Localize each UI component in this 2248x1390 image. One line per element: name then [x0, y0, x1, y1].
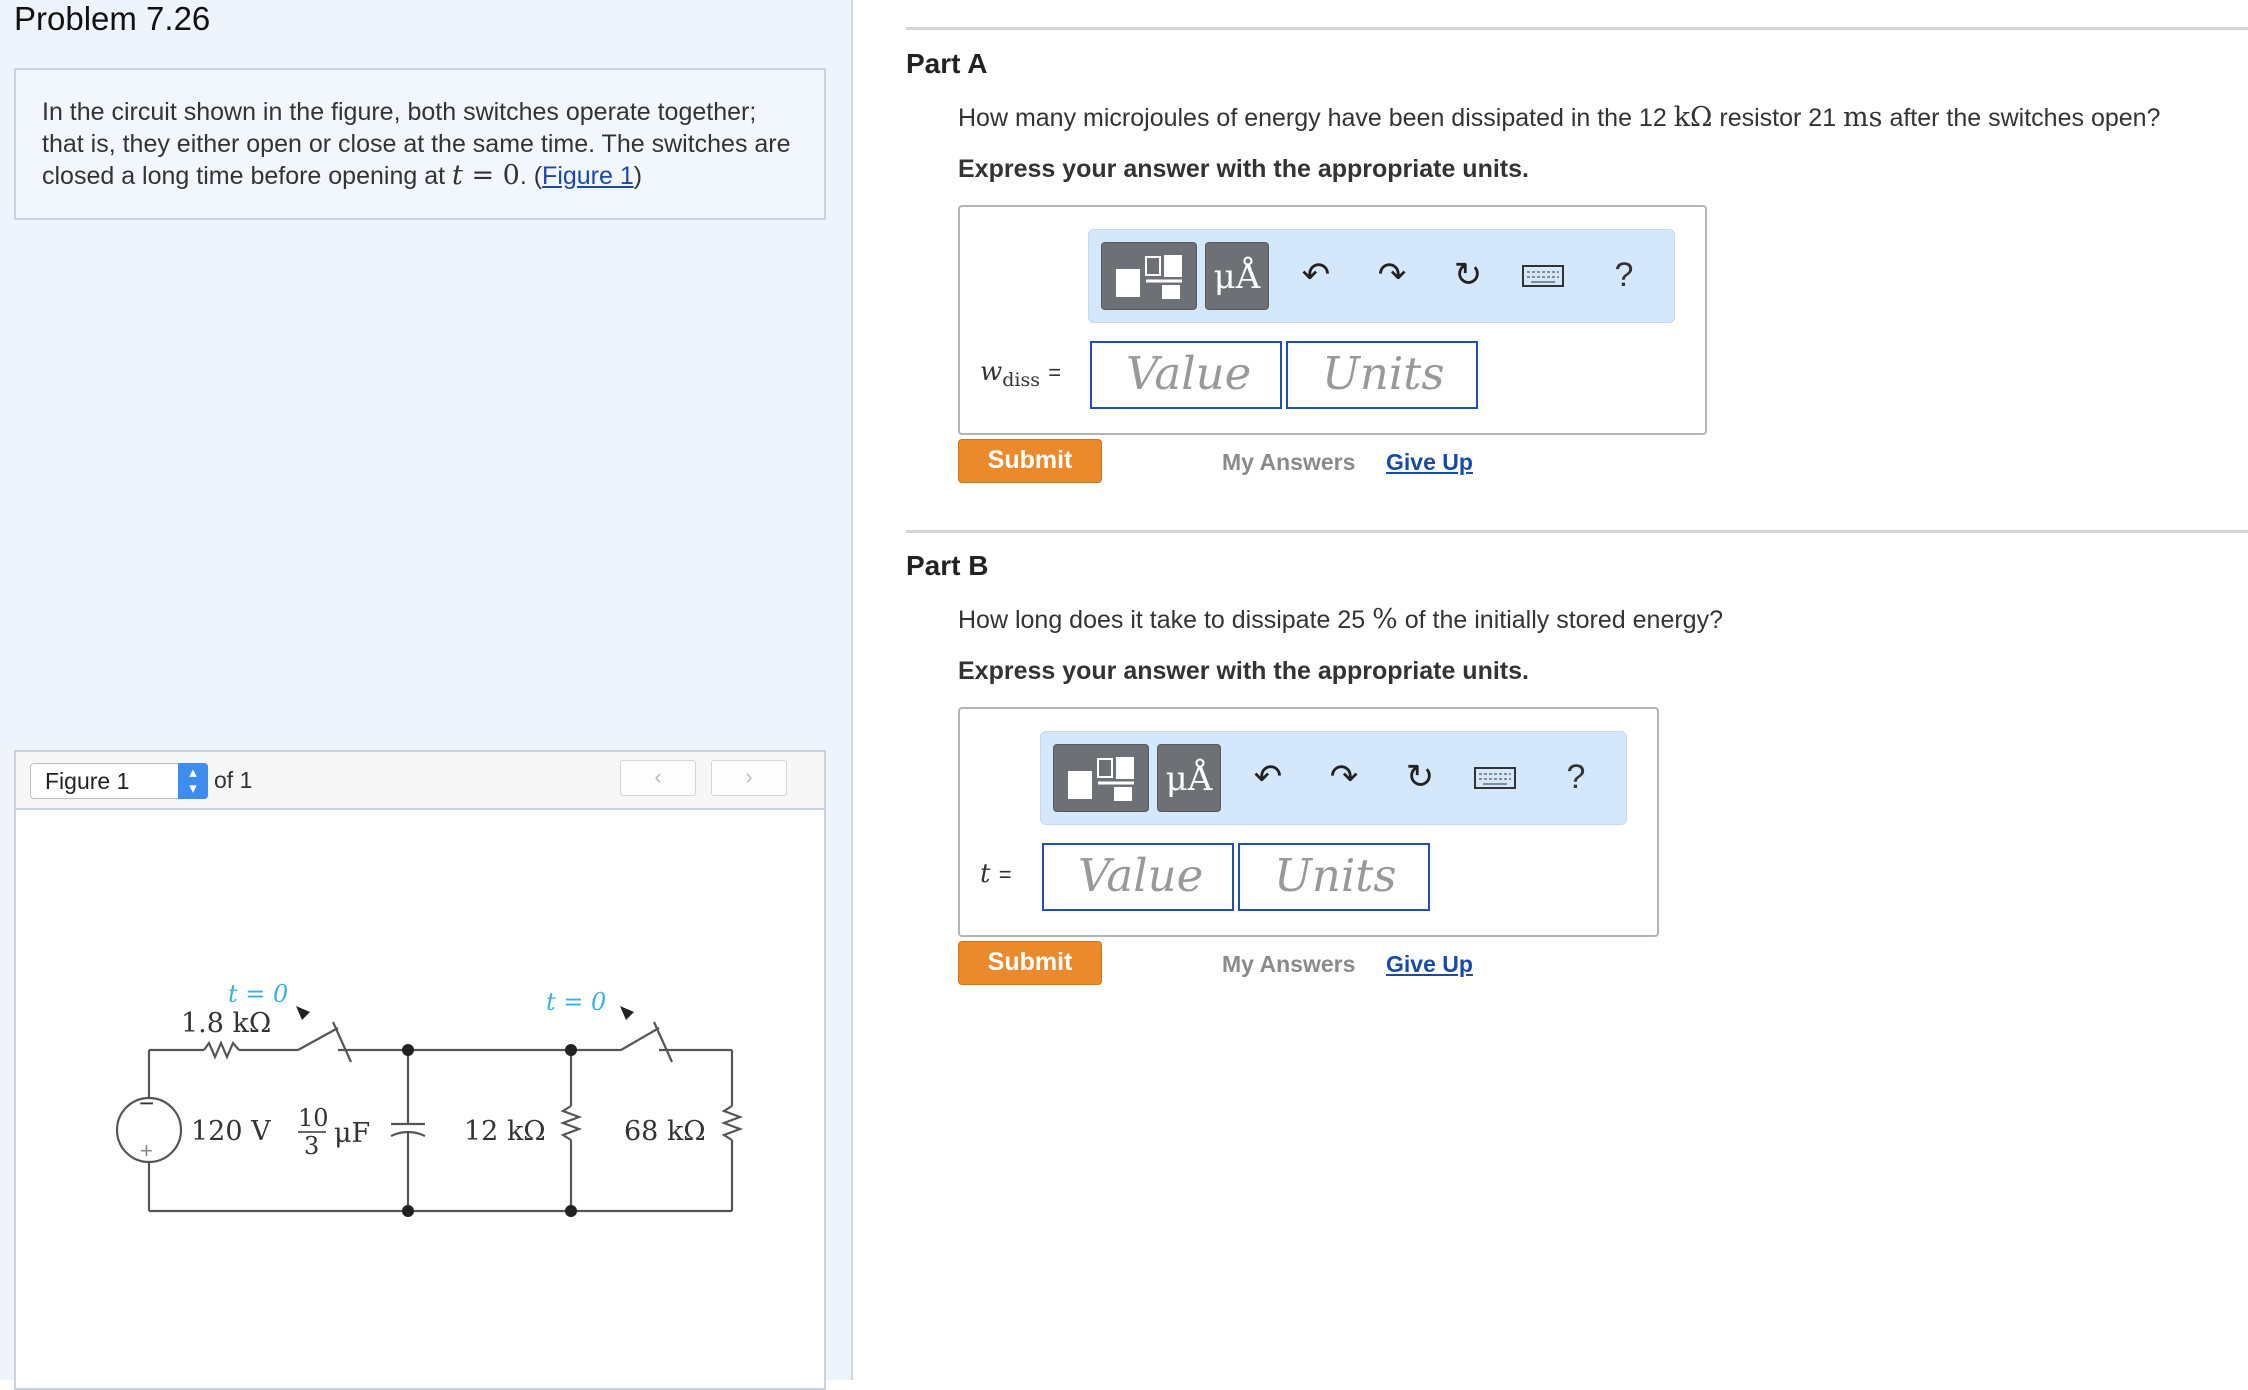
cap-num-label: 10: [298, 1104, 329, 1132]
part-a-submit-button[interactable]: Submit: [958, 439, 1102, 483]
statement-text: In the circuit shown in the figure, both switches operate together; that is, they either open or close at the same time. The switches are closed a long time before opening at: [42, 98, 791, 190]
part-a-variable-label: $w_{diss}$ =: [980, 357, 1062, 392]
figure-panel: [14, 750, 826, 1390]
problem-statement: In the circuit shown in the figure, both switches operate together; that is, they either open or close at the same time. The switches are closed a long time before opening at t = 0. (Figure 1): [14, 68, 826, 220]
figure-next-button[interactable]: [711, 760, 787, 796]
cap-den-label: 3: [304, 1132, 320, 1160]
part-b-divider: [906, 530, 2248, 533]
part-a-math-toolbar: [1088, 229, 1675, 323]
select-arrows-icon: ▴ ▾: [178, 763, 208, 799]
statement-math: t = 0: [452, 160, 520, 191]
chevron-right-icon: ›: [745, 764, 753, 789]
part-b-answer-box: [958, 707, 1659, 937]
part-b-instruction: Express your answer with the appropriate units.: [958, 657, 1529, 685]
problem-title: Problem 7.26: [14, 0, 211, 37]
cap-unit-label: μF: [334, 1118, 371, 1149]
figure-prev-button[interactable]: [620, 760, 696, 796]
redo-icon[interactable]: ↷: [1329, 758, 1359, 796]
reset-icon[interactable]: ↻: [1453, 256, 1483, 294]
keyboard-icon[interactable]: [1469, 750, 1523, 804]
part-a-divider: [906, 27, 2248, 30]
redo-icon[interactable]: ↷: [1377, 256, 1407, 294]
part-a-give-up-link[interactable]: Give Up: [1386, 449, 1473, 475]
circuit-diagram: [16, 810, 824, 1390]
source-label: 120 V: [191, 1116, 271, 1147]
r1-label: 1.8 kΩ: [181, 1008, 272, 1039]
help-icon[interactable]: ?: [1614, 256, 1634, 294]
part-b-submit-button[interactable]: Submit: [958, 941, 1102, 985]
help-icon[interactable]: ?: [1566, 758, 1586, 796]
units-button[interactable]: μÅ: [1157, 744, 1221, 812]
part-b-units-input[interactable]: Units: [1238, 843, 1430, 911]
part-a-question: How many microjoules of energy have been dissipated in the 12 kΩ resistor 21 ms after the switches open?: [958, 102, 2161, 133]
undo-icon[interactable]: ↶: [1301, 256, 1331, 294]
switch2-time-label: t = 0: [546, 988, 607, 1016]
r3-label: 68 kΩ: [624, 1116, 706, 1147]
part-a-value-input[interactable]: Value: [1090, 341, 1282, 409]
templates-icon: [1102, 243, 1198, 311]
svg-text:−: −: [139, 1088, 155, 1118]
figure-count: of 1: [214, 767, 253, 793]
templates-icon: [1054, 745, 1150, 813]
part-b-question: How long does it take to dissipate 25 % of the initially stored energy?: [958, 604, 1723, 635]
svg-text:+: +: [140, 1138, 153, 1163]
templates-button[interactable]: [1053, 744, 1149, 812]
part-b-my-answers: My Answers: [1222, 951, 1356, 977]
part-a-answer-box: [958, 205, 1707, 435]
part-b-value-input[interactable]: Value: [1042, 843, 1234, 911]
switch1-time-label: t = 0: [228, 980, 289, 1008]
problem-panel: [0, 0, 853, 1380]
part-b-variable-label: t =: [980, 859, 1012, 889]
part-a-units-input[interactable]: Units: [1286, 341, 1478, 409]
part-a-instruction: Express your answer with the appropriate units.: [958, 155, 1529, 183]
figure-toolbar: [16, 752, 824, 810]
r2-label: 12 kΩ: [464, 1116, 546, 1147]
part-a-my-answers: My Answers: [1222, 449, 1356, 475]
units-button[interactable]: μÅ: [1205, 242, 1269, 310]
keyboard-icon[interactable]: [1517, 248, 1571, 302]
figure-link[interactable]: Figure 1: [542, 162, 634, 190]
reset-icon[interactable]: ↻: [1405, 758, 1435, 796]
part-b-give-up-link[interactable]: Give Up: [1386, 951, 1473, 977]
part-b-label: Part B: [906, 550, 989, 581]
chevron-left-icon: ‹: [654, 764, 662, 789]
part-a-label: Part A: [906, 48, 988, 79]
templates-button[interactable]: [1101, 242, 1197, 310]
part-b-math-toolbar: [1040, 731, 1627, 825]
undo-icon[interactable]: ↶: [1253, 758, 1283, 796]
figure-select[interactable]: Figure 1 ▴ ▾: [30, 763, 208, 799]
